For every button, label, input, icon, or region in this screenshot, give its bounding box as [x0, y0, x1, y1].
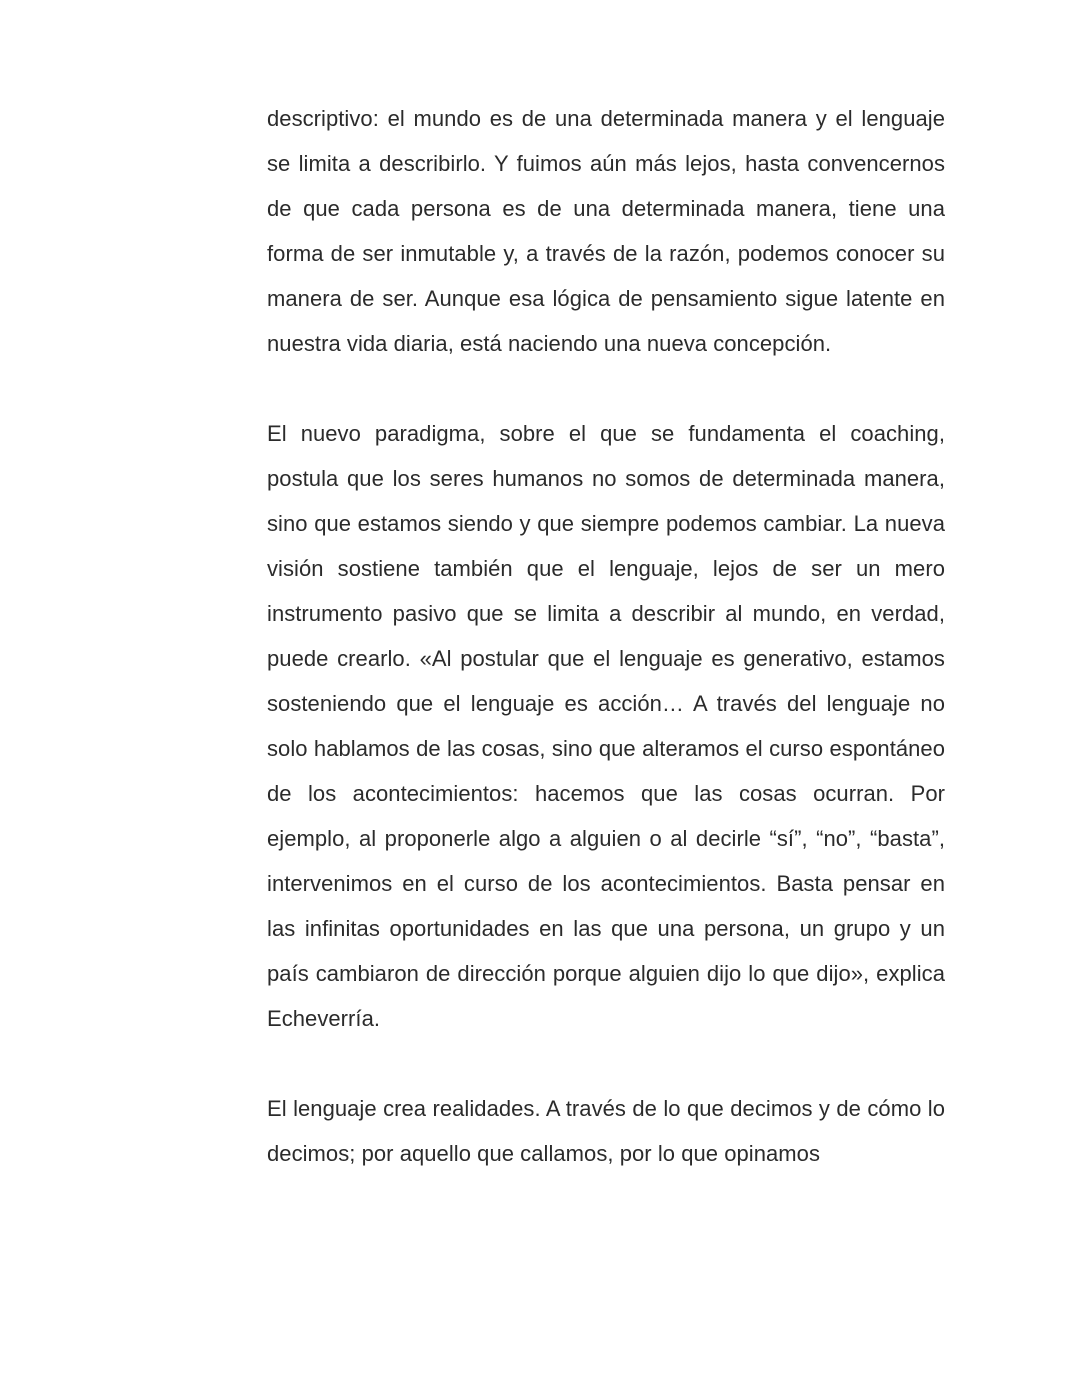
- paragraph-2: El nuevo paradigma, sobre el que se fundamenta el coaching, postula que los seres humanos no somos de determinada manera, sino que estamos siendo y que siempre podemos cambiar. La nueva visión sostiene también que el lenguaje, lejos de ser un mero instrumento pasivo que se limita a describir al mundo, en verdad, puede crearlo. «Al postular que el lenguaje es generativo, estamos sosteniendo que el lenguaje es acción… A través del lenguaje no solo hablamos de las cosas, sino que alteramos el curso espontáneo de los acontecimientos: hacemos que las cosas ocurran. Por ejemplo, al proponerle algo a alguien o al decirle “sí”, “no”, “basta”, intervenimos en el curso de los acontecimientos. Basta pensar en las infinitas oportunidades en las que una persona, un grupo y un país cambiaron de dirección porque alguien dijo lo que dijo», explica Echeverría.: [267, 421, 945, 1031]
- paragraph-3: El lenguaje crea realidades. A través de lo que decimos y de cómo lo decimos; por aquello que callamos, por lo que opinamos: [267, 1096, 945, 1166]
- document-page: [267, 96, 945, 1176]
- paragraph-1: descriptivo: el mundo es de una determinada manera y el lenguaje se limita a describirlo. Y fuimos aún más lejos, hasta convencernos de que cada persona es de una determinada manera, tiene una forma de ser inmutable y, a través de la razón, podemos conocer su manera de ser. Aunque esa lógica de pensamiento sigue latente en nuestra vida diaria, está naciendo una nueva concepción.: [267, 106, 945, 356]
